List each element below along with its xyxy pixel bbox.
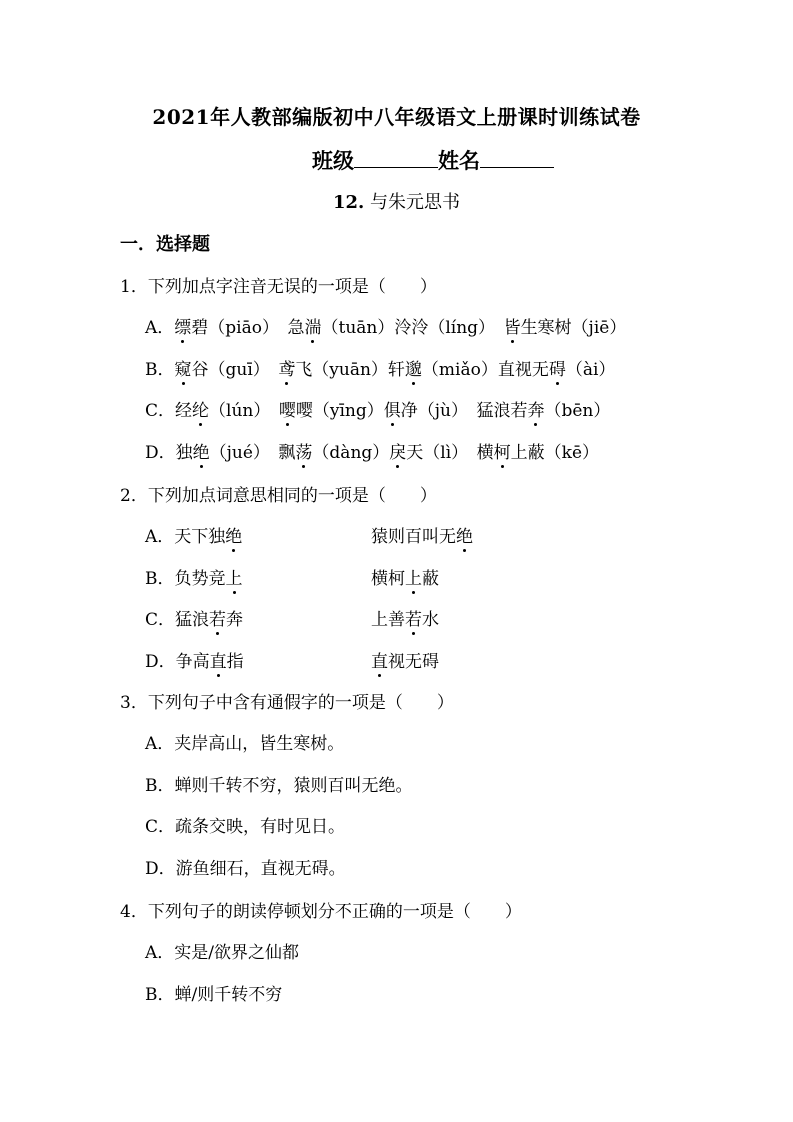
dotted-char: 窥 (175, 355, 192, 380)
dotted-char: 直 (371, 647, 388, 672)
option-letter: A． (145, 943, 175, 963)
option-text: 夹岸高山，皆生寒树。 (174, 734, 345, 754)
option-text: 天下独 (174, 527, 226, 547)
class-blank[interactable] (354, 147, 438, 168)
option-letter: C． (145, 817, 176, 837)
option-second-column (371, 564, 439, 589)
answer-option[interactable] (145, 438, 599, 463)
option-text: （tuān）泠泠（líng） (321, 318, 504, 338)
answer-option[interactable] (145, 605, 439, 630)
answer-option[interactable] (145, 647, 439, 672)
dotted-char: 碍 (549, 355, 566, 380)
option-text: 天（lì） 横 (406, 442, 494, 463)
option-second-column (371, 522, 473, 547)
option-second-column (371, 647, 439, 672)
option-text: （bēn） (544, 401, 611, 421)
option-text: 上蔽（kē） (510, 442, 600, 463)
dotted-char: 若 (209, 605, 226, 630)
option-letter: A． (145, 527, 175, 547)
option-letter: B． (145, 984, 175, 1005)
option-text: 碧（piāo） 急 (191, 318, 305, 338)
answer-option[interactable] (145, 812, 345, 837)
dotted-char: 若 (405, 605, 422, 630)
option-text: 猛浪 (175, 610, 210, 630)
dotted-char: 嘤 (279, 396, 296, 421)
document-title: 2021年人教部编版初中八年级语文上册课时训练试卷 (152, 105, 641, 129)
lesson-heading (0, 188, 793, 214)
option-text: 奔 (226, 610, 244, 630)
option-text: 实是/欲界之仙都 (174, 943, 300, 963)
dotted-char: 直 (210, 647, 227, 672)
section-title: 一．选择题 (120, 234, 210, 255)
answer-option[interactable] (145, 396, 610, 421)
question-stem: 2．下列加点词意思相同的一项是（ ） (120, 486, 437, 506)
lesson-number: 12. (332, 192, 365, 213)
option-text: 飞（yuān）轩 (295, 359, 405, 380)
option-letter: D． (145, 858, 176, 879)
dotted-char: 绝 (456, 522, 473, 547)
option-text: 净（jù） 猛浪若 (400, 401, 528, 421)
dotted-char: 绝 (225, 522, 242, 547)
option-letter: D． (145, 442, 176, 463)
answer-option[interactable] (145, 729, 344, 754)
dotted-char: 荡 (295, 438, 312, 463)
answer-option[interactable] (145, 355, 615, 380)
answer-option[interactable] (145, 522, 473, 547)
option-text: 指 (226, 651, 244, 672)
option-letter: D． (145, 651, 176, 672)
name-label: 姓名 (438, 148, 480, 173)
option-letter: B． (145, 359, 175, 380)
dotted-char: 鸢 (278, 355, 295, 380)
dotted-char: 俱 (384, 396, 401, 421)
answer-option[interactable] (145, 938, 299, 963)
answer-option[interactable] (145, 771, 413, 796)
dotted-char: 皆 (504, 313, 521, 338)
dotted-char: 邈 (405, 355, 422, 380)
dotted-char: 缥 (174, 313, 191, 338)
option-text: 视无碍 (388, 651, 439, 672)
option-letter: C． (145, 401, 176, 421)
option-text: 生寒树（jiē） (520, 318, 627, 338)
dotted-char: 纶 (192, 396, 209, 421)
option-letter: B． (145, 568, 175, 589)
option-text: （dàng） (312, 442, 390, 463)
option-text: 经 (175, 401, 193, 421)
option-text: 独 (175, 442, 193, 463)
option-text: 嘤（yīng） (295, 401, 384, 421)
name-blank[interactable] (480, 147, 554, 168)
dotted-char: 湍 (304, 313, 321, 338)
option-text: （jué） 飘 (209, 442, 296, 463)
option-text: 水 (422, 610, 439, 630)
dotted-char: 奔 (527, 396, 544, 421)
option-text: 疏条交映，有时见日。 (175, 817, 346, 837)
option-letter: A． (145, 734, 175, 754)
option-text: 蝉则千转不穷，猿则百叫无绝。 (174, 775, 413, 796)
question-stem: 1．下列加点字注音无误的一项是（ ） (120, 277, 437, 297)
lesson-title: 与朱元思书 (370, 192, 461, 213)
dotted-char: 绝 (193, 438, 210, 463)
option-text: （miǎo）直视无 (421, 359, 549, 380)
option-text: 蝉/则千转不穷 (174, 984, 283, 1005)
question-stem: 4．下列句子的朗读停顿划分不正确的一项是（ ） (120, 902, 522, 922)
option-text: 谷（guī） (191, 359, 279, 380)
option-text: 横柯 (371, 568, 405, 589)
answer-option[interactable] (145, 854, 346, 879)
dotted-char: 上 (405, 564, 422, 589)
option-text: 游鱼细石，直视无碍。 (175, 858, 346, 879)
class-name-line (312, 145, 554, 175)
option-text: （lún） (209, 401, 279, 421)
option-text: 蔽 (422, 568, 439, 589)
option-text: 负势竞 (174, 568, 226, 589)
option-text: 猿则百叫无 (371, 527, 456, 547)
option-text: 上善 (371, 610, 405, 630)
option-letter: B． (145, 775, 175, 796)
dotted-char: 上 (226, 564, 243, 589)
answer-option[interactable] (145, 313, 626, 338)
answer-option[interactable] (145, 564, 439, 589)
option-letter: C． (145, 610, 176, 630)
dotted-char: 戾 (389, 438, 406, 463)
class-label: 班级 (312, 148, 354, 173)
answer-option[interactable] (145, 980, 282, 1005)
option-second-column (371, 605, 439, 630)
option-text: （ài） (565, 359, 616, 380)
option-text: 争高 (175, 651, 210, 672)
dotted-char: 柯 (494, 438, 511, 463)
question-stem: 3．下列句子中含有通假字的一项是（ ） (120, 693, 454, 713)
option-letter: A． (145, 318, 175, 338)
